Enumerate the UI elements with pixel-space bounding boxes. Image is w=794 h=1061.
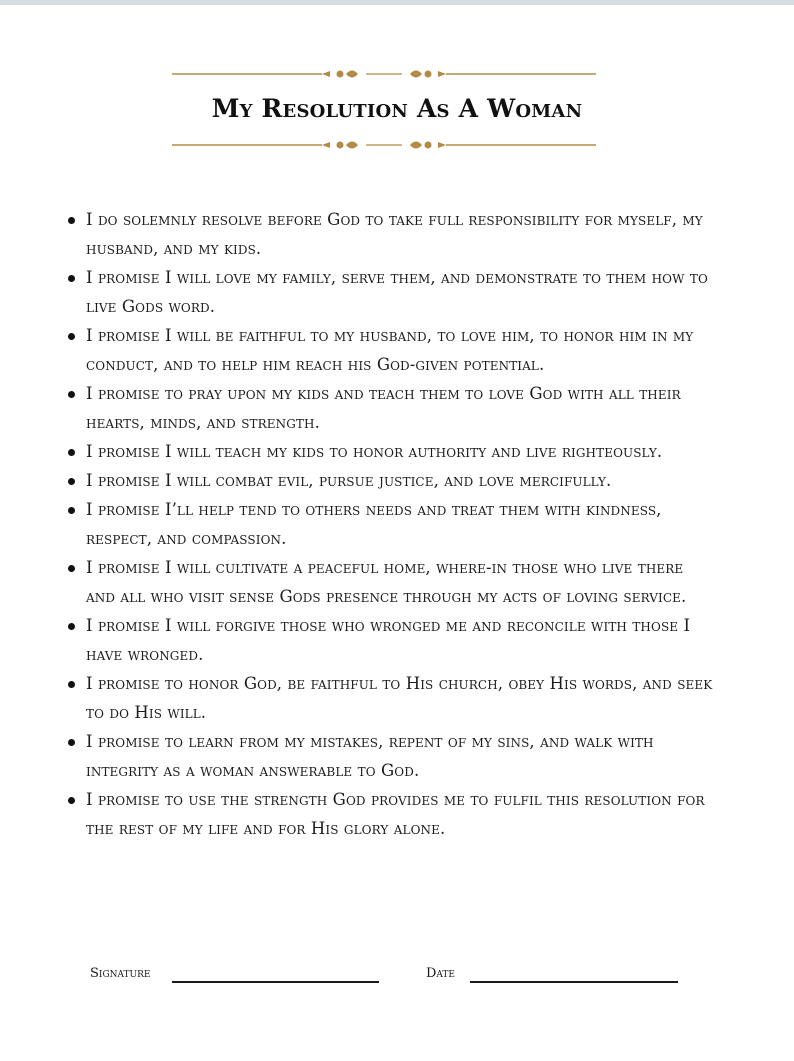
date-label: Date	[426, 966, 456, 981]
resolution-item: I promise I will love my family, serve them, and demonstrate to them how to live Gods word.	[66, 263, 716, 321]
resolution-item: I promise I will forgive those who wronged me and reconcile with those I have wronged.	[66, 611, 716, 669]
resolution-item: I promise to honor God, be faithful to His church, obey His words, and seek to do His will.	[66, 669, 716, 727]
page-title: My Resolution As A Woman	[211, 94, 583, 123]
resolution-item: I promise I will teach my kids to honor authority and live righteously.	[66, 437, 716, 466]
resolution-item: I promise I will be faithful to my husband, to love him, to honor him in my conduct, and to help him reach his God-given potential.	[66, 321, 716, 379]
resolution-item: I promise I’ll help tend to others needs and treat them with kindness, respect, and compassion.	[66, 495, 716, 553]
resolution-item: I promise to pray upon my kids and teach them to love God with all their hearts, minds, and strength.	[66, 379, 716, 437]
resolution-item: I do solemnly resolve before God to take full responsibility for myself, my husband, and my kids.	[66, 205, 716, 263]
top-band	[0, 0, 794, 5]
resolution-item: I promise to use the strength God provides me to fulfil this resolution for the rest of my life and for His glory alone.	[66, 785, 716, 843]
date-line[interactable]	[470, 981, 678, 983]
signature-row	[0, 964, 794, 988]
ornament-bottom-divider	[172, 138, 596, 152]
resolution-list	[66, 205, 716, 843]
ornament-top-divider	[172, 67, 596, 81]
signature-label: Signature	[90, 966, 151, 981]
resolution-item: I promise to learn from my mistakes, repent of my sins, and walk with integrity as a woman answerable to God.	[66, 727, 716, 785]
signature-line[interactable]	[172, 981, 379, 983]
resolution-item: I promise I will combat evil, pursue justice, and love mercifully.	[66, 466, 716, 495]
resolution-item: I promise I will cultivate a peaceful home, where-in those who live there and all who visit sense Gods presence through my acts of loving service.	[66, 553, 716, 611]
